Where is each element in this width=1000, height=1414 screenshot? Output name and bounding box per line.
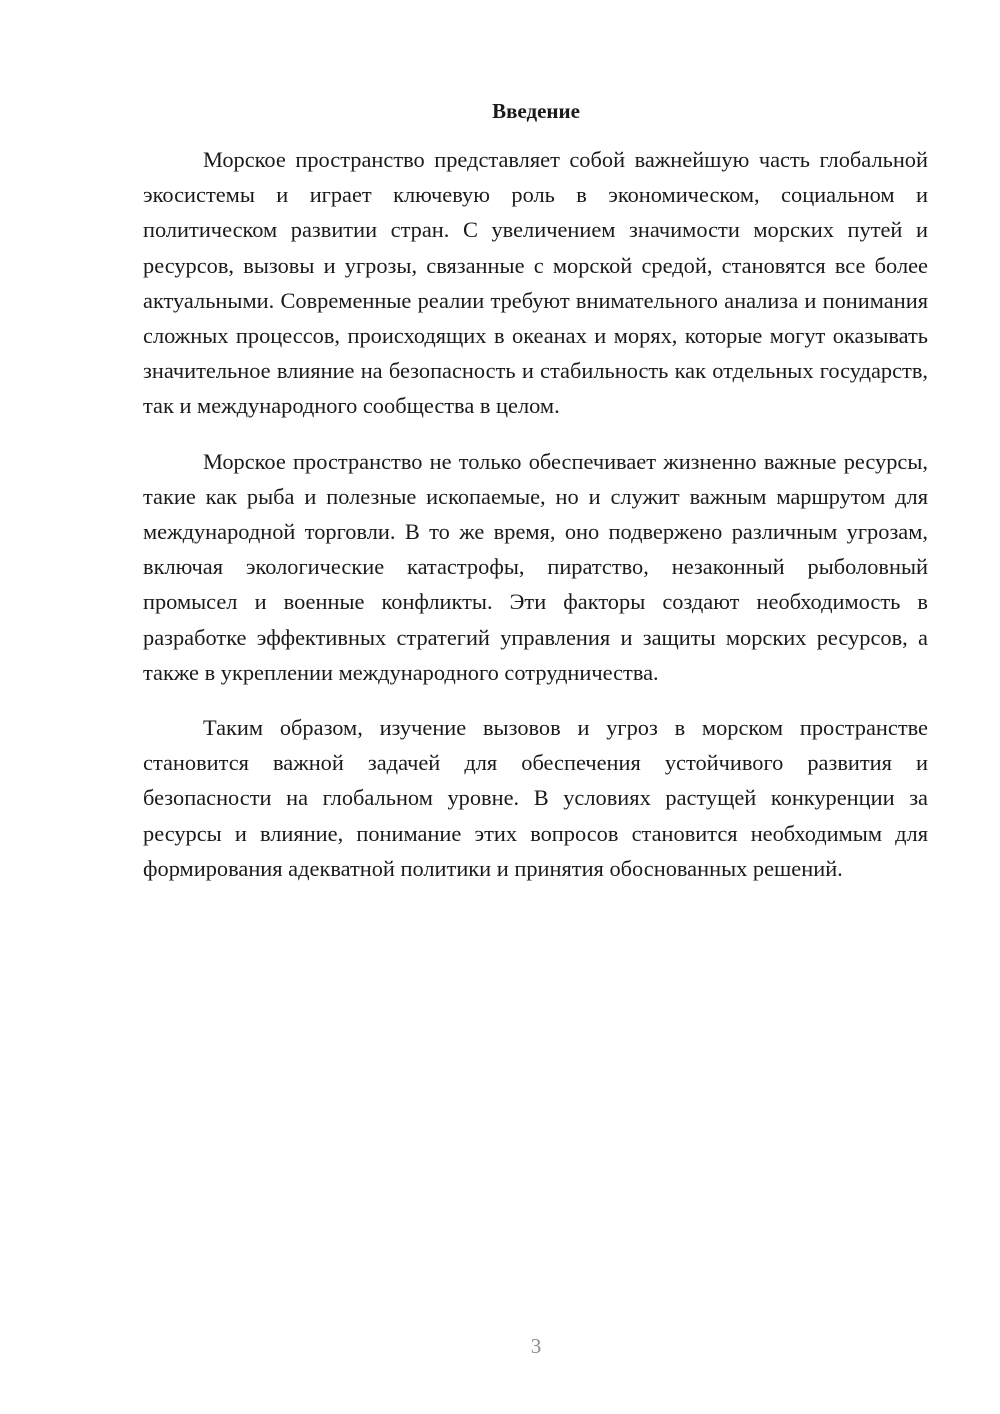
- page-number: 3: [530, 1334, 542, 1358]
- paragraph-1: Морское пространство представляет собой важнейшую часть глобальной экосистемы и играет ключевую роль в экономическом, социальном и политическом развитии стран. С увеличением значимости морских путей и ресурсов, вызовы и угрозы, связанные с морской средой, становятся все более актуальными. Современные реалии требуют внимательного анализа и понимания сложных процессов, происходящих в океанах и морях, которые могут оказывать значительное влияние на безопасность и стабильность как отдельных государств, так и международного сообщества в целом.: [143, 147, 928, 419]
- section-title: Введение: [492, 99, 580, 123]
- paragraph-3: Таким образом, изучение вызовов и угроз в морском пространстве становится важной задачей для обеспечения устойчивого развития и безопасности на глобальном уровне. В условиях растущей конкуренции за ресурсы и влияние, понимание этих вопросов становится необходимым для формирования адекватной политики и принятия обоснованных решений.: [143, 715, 928, 881]
- body-text: [143, 142, 928, 906]
- paragraph-2: Морское пространство не только обеспечивает жизненно важные ресурсы, такие как рыба и полезные ископаемые, но и служит важным маршрутом для международной торговли. В то же время, оно подвержено различным угрозам, включая экологические катастрофы, пиратство, незаконный рыболовный промысел и военные конфликты. Эти факторы создают необходимость в разработке эффективных стратегий управления и защиты морских ресурсов, а также в укреплении международного сотрудничества.: [143, 448, 928, 685]
